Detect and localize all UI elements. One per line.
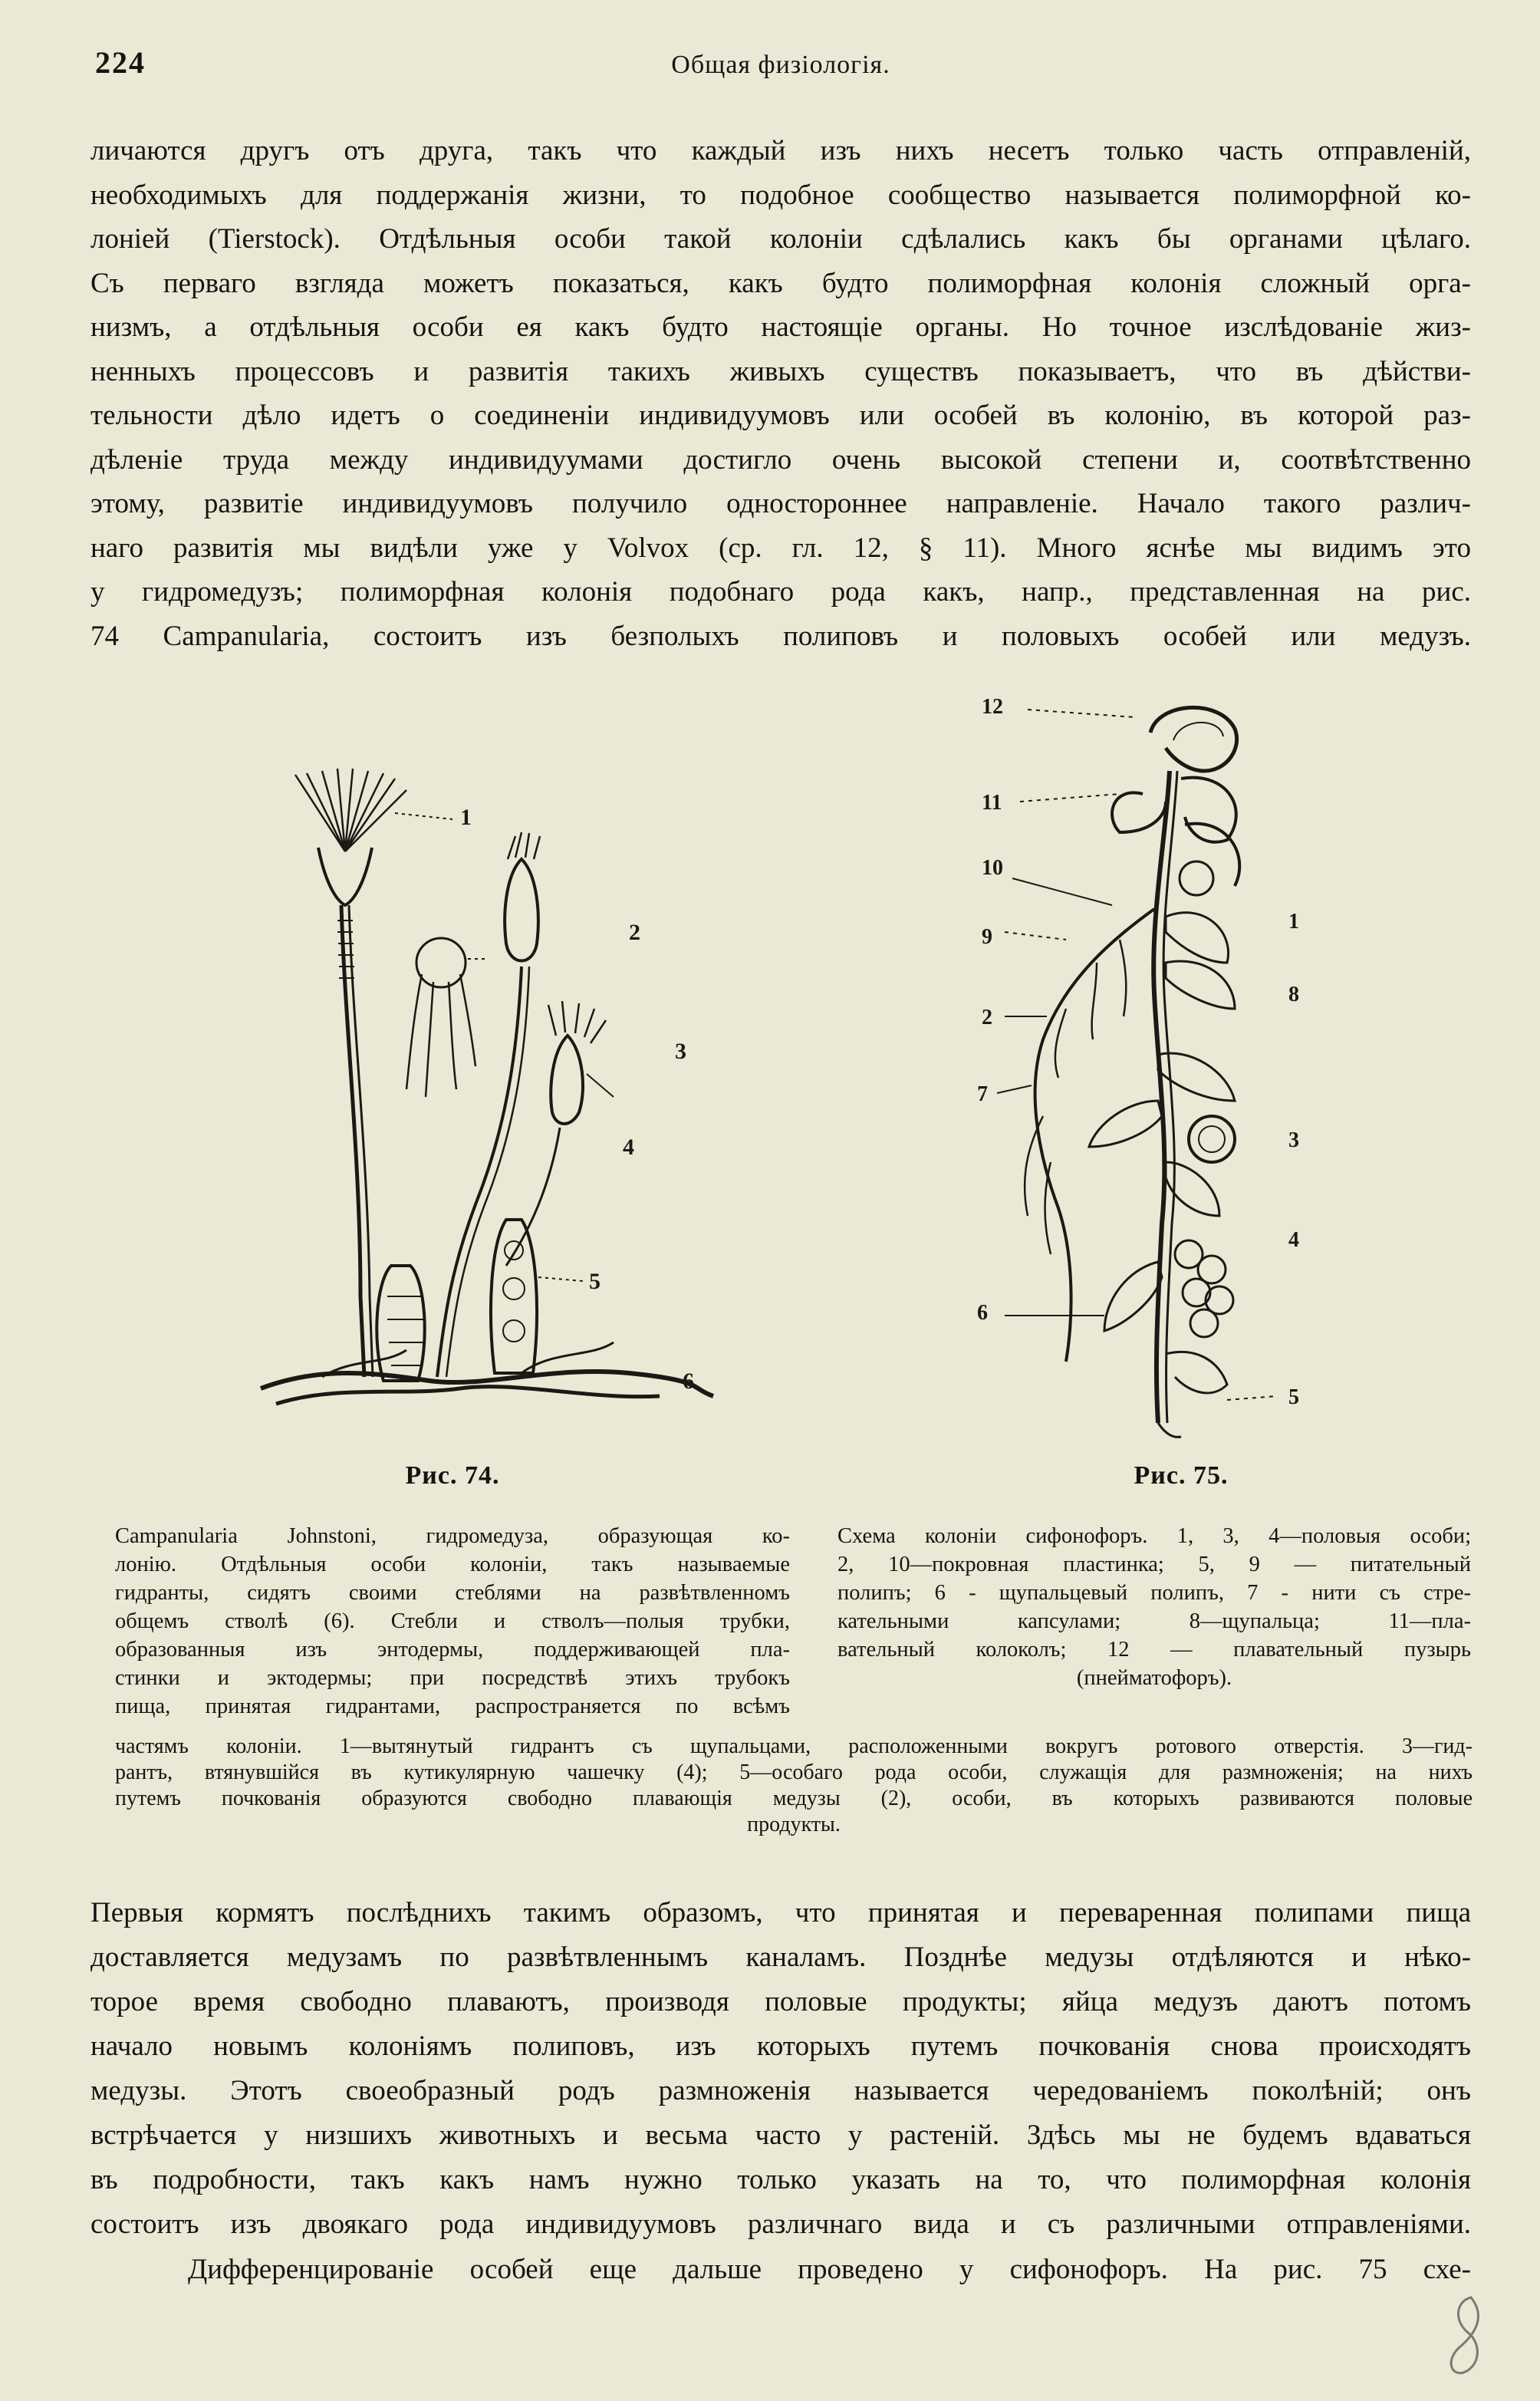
page-header — [90, 44, 1471, 98]
fig75-label: 2 — [982, 1006, 992, 1029]
campanularia-drawing — [230, 759, 721, 1419]
fig75-label: 5 — [1288, 1385, 1299, 1409]
legend-line: (пнейматофоръ). — [1076, 1666, 1232, 1690]
text-line: начало новымъ колоніямъ полиповъ, изъ которыхъ путемъ почкованія снова происходятъ — [90, 2030, 1471, 2062]
fig74-label: 3 — [675, 1039, 686, 1064]
fig74-label: 2 — [629, 920, 640, 945]
text-line: въ подробности, такъ какъ намъ нужно только указать на то, что полиморфная колонія — [90, 2164, 1471, 2195]
text-line: 74 Campanularia, состоитъ изъ безполыхъ полиповъ и половыхъ особей или медузъ. — [90, 620, 1471, 652]
text-line: доставляется медузамъ по развѣтвленнымъ каналамъ. Позднѣе медузы отдѣляются и нѣко- — [90, 1942, 1471, 1973]
figure-75-title: Рис. 75. — [1134, 1461, 1229, 1490]
text-line: Дифференцированіе особей еще дальше проведено у сифонофоръ. На рис. 75 схе- — [188, 2254, 1471, 2285]
legend-line: образованныя изъ энтодермы, поддерживающей пла- — [115, 1638, 790, 1662]
paragraph-3 — [188, 2248, 1471, 2292]
running-title: Общая физіологія. — [671, 51, 890, 79]
fig75-label: 10 — [982, 856, 1003, 880]
text-line: тельности дѣло идетъ о соединеніи индивидуумовъ или особей въ колонію, въ которой раз- — [90, 400, 1471, 431]
fig75-label: 4 — [1288, 1228, 1299, 1252]
text-line: низмъ, а отдѣльныя особи ея какъ будто настоящіе органы. Но точное изслѣдованіе жиз- — [90, 311, 1471, 343]
fig74-label: 6 — [683, 1368, 694, 1394]
fig75-label: 7 — [977, 1082, 988, 1106]
page-number: 224 — [95, 45, 146, 80]
legend-line: кательными капсулами; 8—щупальца; 11—пла- — [837, 1609, 1471, 1633]
legend-line: вательный колоколъ; 12 — плавательный пузырь — [837, 1638, 1471, 1662]
legend-line: пища, принятая гидрантами, распространяется по всѣмъ — [115, 1695, 790, 1718]
fig74-label: 1 — [460, 805, 472, 830]
text-line: необходимыхъ для поддержанія жизни, то подобное сообщество называется полиморфной ко- — [90, 179, 1471, 211]
text-line: лоніей (Tierstock). Отдѣльныя особи такой колоніи сдѣлались какъ бы органами цѣлаго. — [90, 223, 1471, 255]
legend-line: полипъ; 6 - щупальцевый полипъ, 7 - нити съ стре- — [837, 1581, 1471, 1605]
legend-line: лонію. Отдѣльныя особи колоніи, такъ называемые — [115, 1553, 790, 1576]
figure-74-title: Рис. 74. — [405, 1461, 500, 1490]
legend-line: рантъ, втянувшійся въ кутикулярную чашечку (4); 5—особаго рода особи, служащія для размноженія; на нихъ — [115, 1760, 1473, 1784]
text-line: Первыя кормятъ послѣднихъ такимъ образомъ, что принятая и переваренная полипами пища — [90, 1897, 1471, 1928]
siphonophore-drawing — [974, 687, 1334, 1446]
figure-75-legend — [837, 1522, 1471, 1692]
text-line: личаются другъ отъ друга, такъ что каждый изъ нихъ несетъ только часть отправленій, — [90, 135, 1471, 166]
text-line: этому, развитіе индивидуумовъ получило одностороннее направленіе. Начало такого различ- — [90, 488, 1471, 519]
figure-75-illustration — [974, 687, 1334, 1446]
text-line: дѣленіе труда между индивидуумами достигло очень высокой степени и, соотвѣтственно — [90, 443, 1471, 476]
legend-line: путемъ почкованія образуются свободно плавающія медузы (2), особи, въ которыхъ развиваются половые — [115, 1787, 1473, 1810]
legend-line: Схема колоніи сифонофоръ. 1, 3, 4—половыя особи; — [837, 1524, 1471, 1548]
figure-74-legend — [115, 1522, 790, 1721]
paragraph-1 — [90, 129, 1471, 658]
fig75-label: 3 — [1288, 1128, 1299, 1152]
text-line: наго развитія мы видѣли уже у Volvox (ср. гл. 12, § 11). Много яснѣе мы видимъ это — [90, 532, 1471, 564]
text-line: ненныхъ процессовъ и развитія такихъ живыхъ существъ показываетъ, что въ дѣйстви- — [90, 355, 1471, 387]
text-line: состоитъ изъ двоякаго рода индивидуумовъ различнаго вида и съ различными отправленіями. — [90, 2208, 1471, 2240]
fig75-label: 11 — [982, 791, 1002, 815]
fig75-label: 12 — [982, 695, 1003, 719]
text-line: медузы. Этотъ своеобразный родъ размноженія называется чередованіемъ поколѣній; онъ — [90, 2075, 1471, 2106]
legend-line: Campanularia Johnstoni, гидромедуза, образующая ко- — [115, 1524, 790, 1548]
pencil-marginalia — [1440, 2290, 1494, 2386]
legend-line: частямъ колоніи. 1—вытянутый гидрантъ съ щупальцами, расположенными вокругъ ротового отверстія. 3—гид- — [115, 1734, 1473, 1758]
text-line: встрѣчается у низшихъ животныхъ и весьма часто у растеній. Здѣсь мы не будемъ вдаваться — [90, 2119, 1471, 2151]
pencil-mark-icon — [1440, 2290, 1494, 2382]
legend-line: 2, 10—покровная пластинка; 5, 9 — питательный — [837, 1553, 1471, 1576]
text-line: торое время свободно плаваютъ, производя половые продукты; яйца медузъ даютъ потомъ — [90, 1986, 1471, 2017]
legend-line: общемъ стволѣ (6). Стебли и стволъ—полыя трубки, — [115, 1609, 790, 1633]
fig75-label: 6 — [977, 1301, 988, 1325]
paragraph-2 — [90, 1891, 1471, 2247]
legend-line: гидранты, сидятъ своими стеблями на развѣтвленномъ — [115, 1581, 790, 1605]
fig75-label: 9 — [982, 925, 992, 949]
fig75-label: 8 — [1288, 983, 1299, 1006]
text-line: у гидромедузъ; полиморфная колонія подобнаго рода какъ, напр., представленная на рис. — [90, 576, 1471, 608]
legend-line: продукты. — [747, 1813, 841, 1836]
fig75-label: 1 — [1288, 910, 1299, 934]
fig74-label: 4 — [623, 1135, 634, 1160]
fig74-label: 5 — [589, 1269, 601, 1294]
figure-74-illustration — [230, 759, 721, 1419]
figure-74-legend-continued — [115, 1734, 1473, 1838]
legend-line: стинки и эктодермы; при посредствѣ этихъ трубокъ — [115, 1666, 790, 1690]
text-line: Съ перваго взгляда можетъ показаться, какъ будто полиморфная колонія сложный орга- — [90, 267, 1471, 299]
